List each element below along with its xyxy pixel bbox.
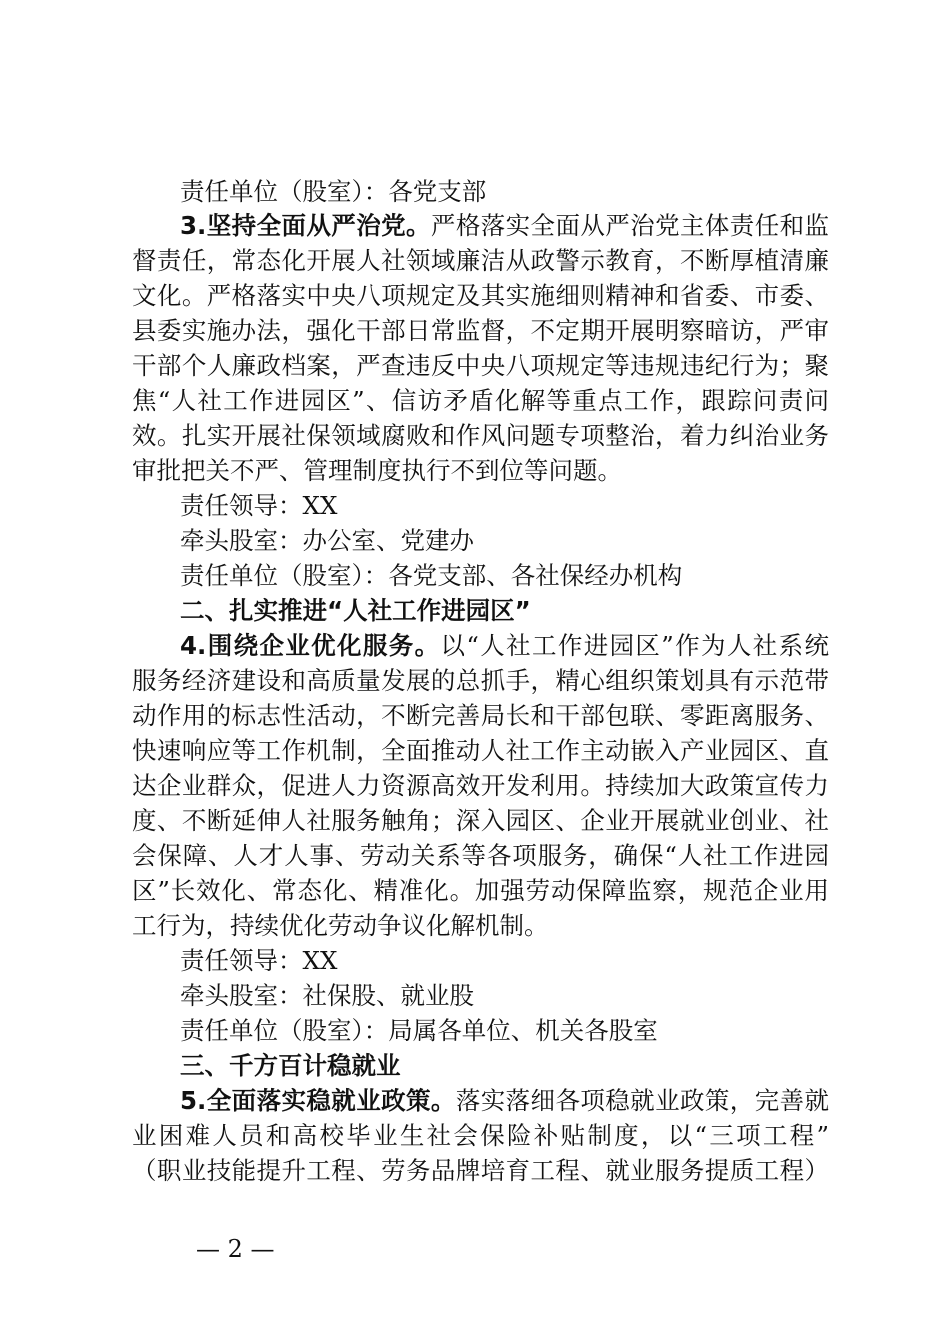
- item-3-first-line: [180, 209, 829, 243]
- item-4-line: 动作用的标志性活动，不断完善局长和干部包联、零距离服务、: [132, 701, 829, 730]
- section-heading: 三、千方百计稳就业: [180, 1051, 401, 1080]
- item-5-line: （职业技能提升工程、劳务品牌培育工程、就业服务提质工程）: [132, 1156, 829, 1185]
- section-heading: 二、扎实推进“人社工作进园区”: [180, 596, 531, 625]
- item-4-line: 快速响应等工作机制，全面推动人社工作主动嵌入产业园区、直: [132, 736, 829, 765]
- item-3-line: 焦“人社工作进园区”、信访矛盾化解等重点工作，跟踪问责问: [132, 386, 829, 415]
- responsible-leader-line: 责任领导：XX: [180, 491, 338, 520]
- item-4-line: 区”长效化、常态化、精准化。加强劳动保障监察，规范企业用: [132, 876, 829, 905]
- lead-office-line: 牵头股室：办公室、党建办: [180, 526, 474, 555]
- item-5-text: 落实落细各项稳就业政策，完善就: [455, 1086, 830, 1115]
- item-4-title: 4.围绕企业优化服务。: [180, 631, 441, 660]
- item-3-line: 督责任，常态化开展人社领域廉洁从政警示教育，不断厚植清廉: [132, 246, 829, 275]
- item-3-line: 审批把关不严、管理制度执行不到位等问题。: [132, 456, 622, 485]
- responsible-unit-line: 责任单位（股室）：各党支部: [180, 177, 487, 206]
- item-3-line: 文化。严格落实中央八项规定及其实施细则精神和省委、市委、: [132, 281, 829, 310]
- item-3-line: 效。扎实开展社保领域腐败和作风问题专项整治，着力纠治业务: [132, 421, 829, 450]
- item-4-line: 服务经济建设和高质量发展的总抓手，精心组织策划具有示范带: [132, 666, 829, 695]
- item-4-line: 达企业群众，促进人力资源高效开发利用。持续加大政策宣传力: [132, 771, 829, 800]
- item-3-line: 干部个人廉政档案，严查违反中央八项规定等违规违纪行为；聚: [132, 351, 829, 380]
- item-4-first-line: [180, 629, 829, 663]
- responsible-unit-line: 责任单位（股室）：局属各单位、机关各股室: [180, 1016, 658, 1045]
- item-4-line: 度、不断延伸人社服务触角；深入园区、企业开展就业创业、社: [132, 806, 829, 835]
- responsible-leader-line: 责任领导：XX: [180, 946, 338, 975]
- item-5-first-line: [180, 1084, 829, 1118]
- item-3-title: 3.坚持全面从严治党。: [180, 211, 431, 240]
- item-4-line: 工行为，持续优化劳动争议化解机制。: [132, 911, 549, 940]
- item-3-line: 县委实施办法，强化干部日常监督，不定期开展明察暗访，严审: [132, 316, 829, 345]
- item-5-title: 5.全面落实稳就业政策。: [180, 1086, 456, 1115]
- item-3-text: 严格落实全面从严治党主体责任和监: [430, 211, 830, 240]
- item-4-text: 以“人社工作进园区”作为人社系统: [440, 631, 829, 660]
- item-4-line: 会保障、人才人事、劳动关系等各项服务，确保“人社工作进园: [132, 841, 829, 870]
- page-number: — 2 —: [196, 1235, 275, 1263]
- responsible-unit-line: 责任单位（股室）：各党支部、各社保经办机构: [180, 561, 683, 590]
- item-5-line: 业困难人员和高校毕业生社会保险补贴制度，以“三项工程”: [132, 1121, 829, 1150]
- lead-office-line: 牵头股室：社保股、就业股: [180, 981, 474, 1010]
